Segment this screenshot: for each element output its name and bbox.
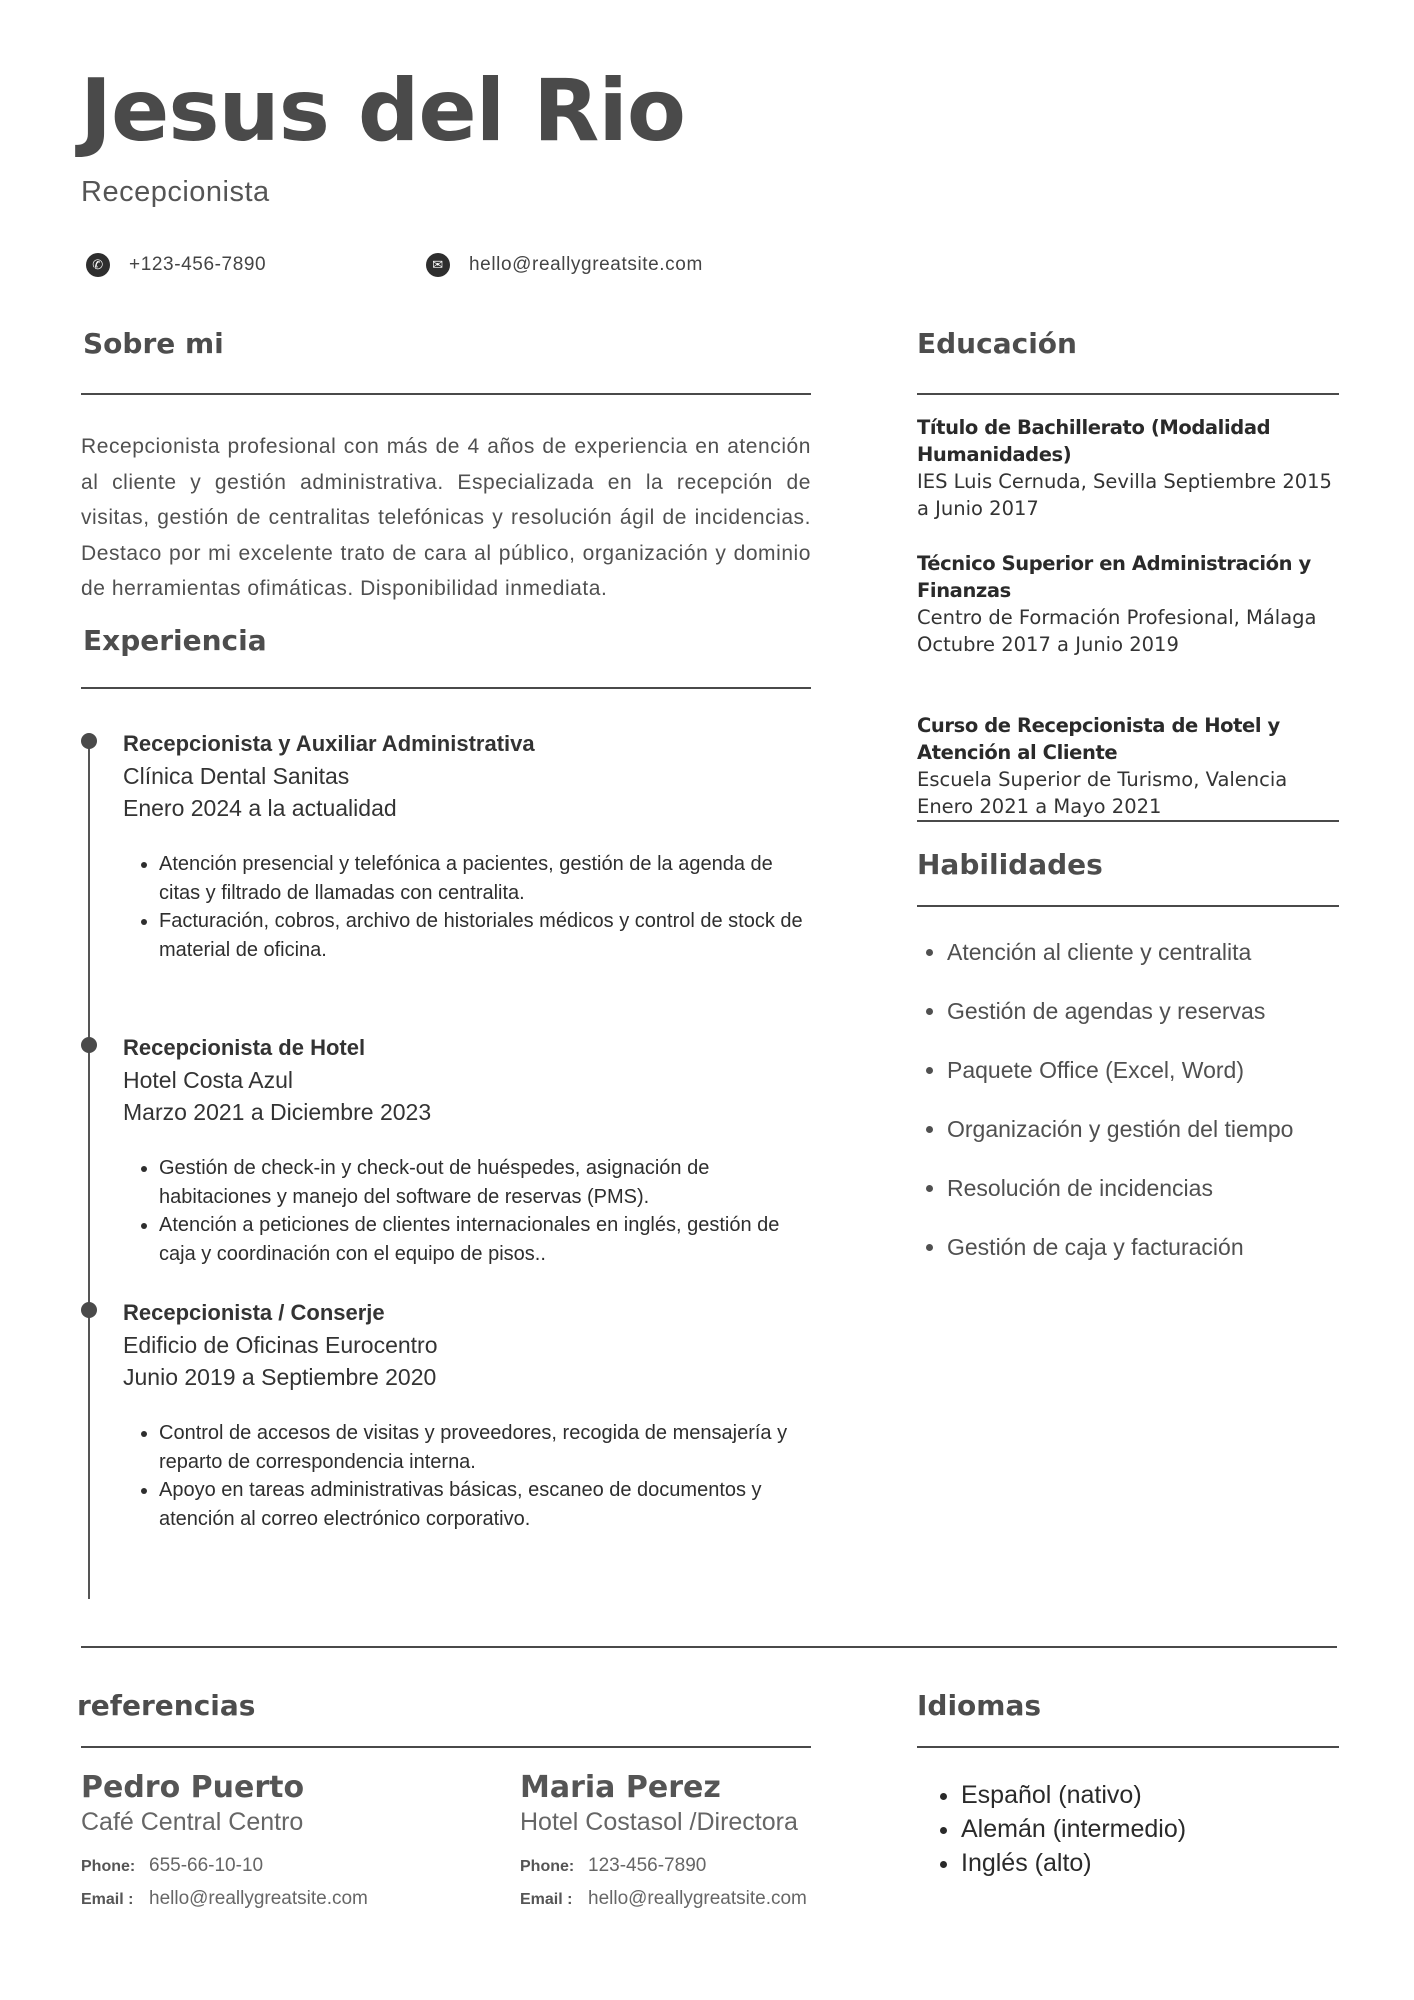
education-degree: Título de Bachillerato (Modalidad Humanidades): [917, 416, 1271, 466]
job-bullets: [123, 1419, 813, 1533]
reference-phone-value: 655-66-10-10: [149, 1855, 264, 1876]
languages-list: [927, 1778, 1186, 1880]
job-company: Edificio de Oficinas Eurocentro: [123, 1332, 438, 1358]
timeline-dot: [81, 1037, 97, 1053]
list-item: • Gestión de caja y facturación: [947, 1227, 1367, 1286]
job-entry-3: [123, 1297, 813, 1533]
job-title: Recepcionista de Hotel: [123, 1035, 366, 1060]
about-text: Recepcionista profesional con más de 4 años de experiencia en atención al cliente y gestión administrativa. Especializada en la recepción de visitas, gestión de centralitas telefónicas y resolución ágil de incidencias. Destaco por mi excelente trato de cara al público, organización y dominio de herramientas ofimáticas. Disponibilidad inmediata.: [81, 435, 811, 600]
education-degree: Curso de Recepcionista de Hotel y Atención al Cliente: [917, 714, 1280, 764]
list-item: • Alemán (intermedio): [961, 1812, 1186, 1846]
about-title: Sobre mi: [83, 327, 224, 360]
job-company: Hotel Costa Azul: [123, 1067, 294, 1093]
timeline-dot: [81, 1302, 97, 1318]
list-item: • Atención al cliente y centralita: [947, 932, 1367, 991]
reference-card-2: [520, 1770, 920, 1910]
education-item-2: [917, 550, 1337, 658]
job-title: Recepcionista y Auxiliar Administrativa: [123, 731, 535, 756]
reference-email[interactable]: [520, 1888, 920, 1910]
list-item: • Inglés (alto): [961, 1846, 1186, 1880]
phone-label: Phone:: [520, 1858, 575, 1875]
job-entry-2: [123, 1032, 813, 1268]
list-item: • Paquete Office (Excel, Word): [947, 1050, 1367, 1109]
contact-email[interactable]: [426, 253, 703, 277]
reference-name: Maria Perez: [520, 1770, 721, 1805]
reference-email-value[interactable]: hello@reallygreatsite.com: [149, 1888, 368, 1909]
list-item: • Atención presencial y telefónica a pacientes, gestión de la agenda de citas y filtrado de llamadas con centralita.: [159, 850, 813, 907]
education-bottom-divider: [917, 820, 1339, 822]
job-dates: Marzo 2021 a Diciembre 2023: [123, 1099, 432, 1125]
reference-phone: [81, 1855, 481, 1877]
experience-title: Experiencia: [83, 624, 267, 657]
job-company: Clínica Dental Sanitas: [123, 763, 350, 789]
languages-title: Idiomas: [917, 1689, 1042, 1722]
list-item: • Gestión de agendas y reservas: [947, 991, 1367, 1050]
education-detail: Centro de Formación Profesional, Málaga: [917, 606, 1317, 629]
reference-phone-value: 123-456-7890: [588, 1855, 707, 1876]
reference-phone: [520, 1855, 920, 1877]
contact-phone: [86, 253, 266, 277]
list-item: • Facturación, cobros, archivo de historiales médicos y control de stock de material de oficina.: [159, 907, 813, 964]
phone-label: Phone:: [81, 1858, 136, 1875]
reference-company: Hotel Costasol /Directora: [520, 1808, 798, 1836]
phone-text: +123-456-7890: [129, 254, 267, 275]
candidate-role: Recepcionista: [81, 176, 270, 208]
education-detail: Octubre 2017 a Junio 2019: [917, 633, 1179, 656]
candidate-name: Jesus del Rio: [80, 61, 685, 161]
list-item: • Organización y gestión del tiempo: [947, 1109, 1367, 1168]
phone-icon: ✆: [86, 253, 110, 277]
email-text[interactable]: hello@reallygreatsite.com: [469, 254, 703, 275]
timeline-line: [88, 742, 90, 1599]
skills-title: Habilidades: [917, 848, 1103, 881]
reference-company: Café Central Centro: [81, 1808, 304, 1836]
email-label: Email :: [81, 1891, 134, 1908]
list-item: • Gestión de check-in y check-out de huéspedes, asignación de habitaciones y manejo del software de reservas (PMS).: [159, 1154, 813, 1211]
footer-divider: [81, 1646, 1337, 1648]
reference-email-value[interactable]: hello@reallygreatsite.com: [588, 1888, 807, 1909]
job-dates: Enero 2024 a la actualidad: [123, 795, 397, 821]
references-divider: [81, 1746, 811, 1748]
list-item: • Resolución de incidencias: [947, 1168, 1367, 1227]
email-label: Email :: [520, 1891, 573, 1908]
skills-divider: [917, 905, 1339, 907]
education-divider: [917, 393, 1339, 395]
list-item: • Apoyo en tareas administrativas básicas, escaneo de documentos y atención al correo electrónico corporativo.: [159, 1476, 813, 1533]
education-detail: Enero 2021 a Mayo 2021: [917, 795, 1162, 818]
job-dates: Junio 2019 a Septiembre 2020: [123, 1364, 437, 1390]
list-item: • Español (nativo): [961, 1778, 1186, 1812]
job-bullets: [123, 850, 813, 964]
education-detail: Escuela Superior de Turismo, Valencia: [917, 768, 1288, 791]
education-degree: Técnico Superior en Administración y Finanzas: [917, 552, 1311, 602]
education-item-3: [917, 712, 1337, 820]
mail-icon: ✉: [426, 253, 450, 277]
education-title: Educación: [917, 327, 1077, 360]
about-divider: [81, 393, 811, 395]
skills-list: [917, 932, 1367, 1286]
reference-name: Pedro Puerto: [81, 1770, 305, 1805]
job-bullets: [123, 1154, 813, 1268]
list-item: • Atención a peticiones de clientes internacionales en inglés, gestión de caja y coordinación con el equipo de pisos..: [159, 1211, 813, 1268]
references-title: referencias: [77, 1689, 256, 1722]
experience-divider: [81, 687, 811, 689]
reference-card-1: [81, 1770, 481, 1910]
languages-divider: [917, 1746, 1339, 1748]
education-item-1: [917, 414, 1337, 522]
job-title: Recepcionista / Conserje: [123, 1300, 385, 1325]
timeline-dot: [81, 733, 97, 749]
list-item: • Control de accesos de visitas y proveedores, recogida de mensajería y reparto de correspondencia interna.: [159, 1419, 813, 1476]
reference-email[interactable]: [81, 1888, 481, 1910]
job-entry-1: [123, 728, 813, 964]
education-detail: IES Luis Cernuda, Sevilla Septiembre 2015 a Junio 2017: [917, 470, 1332, 520]
